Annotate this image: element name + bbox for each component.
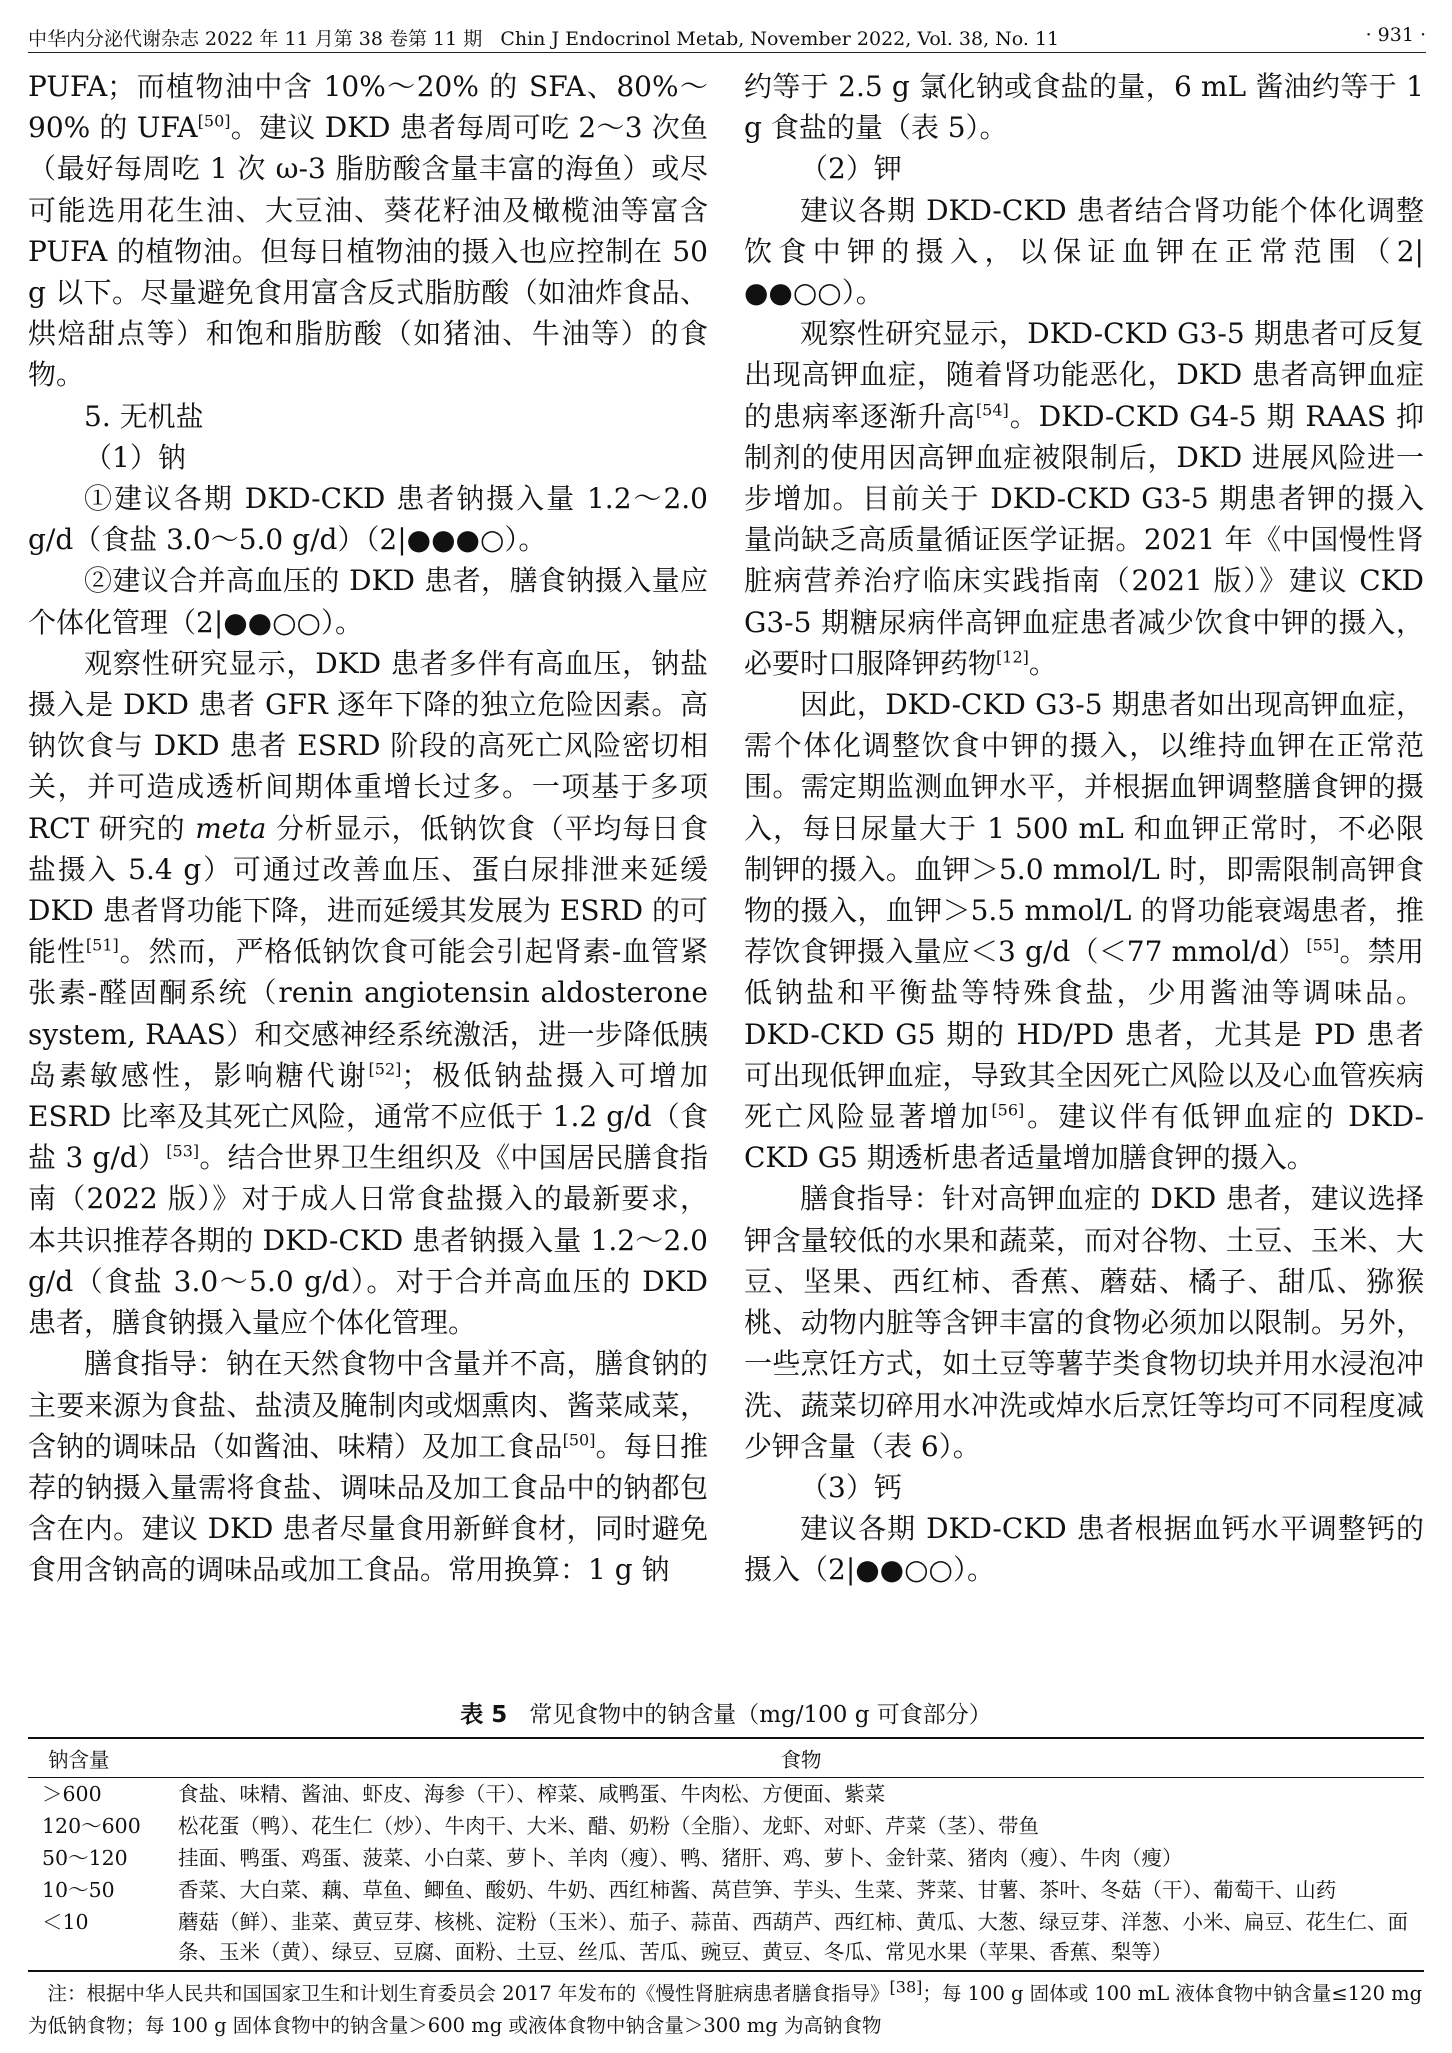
left-column	[28, 66, 708, 1591]
recommendation: ①建议各期 DKD-CKD 患者钠摄入量 1.2～2.0 g/d（食盐 3.0～5.0 g/d）（2|●●●○）。	[28, 482, 708, 557]
body-columns	[28, 66, 1424, 1686]
column-header-foods: 食物	[178, 1738, 1424, 1778]
sodium-level: 120～600	[42, 1814, 141, 1838]
right-column	[744, 66, 1424, 1591]
citation: [50]	[197, 111, 231, 131]
heading-potassium: （2）钾	[800, 152, 902, 186]
table-caption	[28, 1696, 1424, 1729]
journal-name-en: Chin J Endocrinol Metab, November 2022, Vol. 38, No. 11	[500, 28, 1060, 50]
heading-inorganic-salt: 5. 无机盐	[84, 399, 204, 433]
paragraph: 因此，DKD-CKD G3-5 期患者如出现高钾血症，需个体化调整饮食中钾的摄入，以维持血钾在正常范围。需定期监测血钾水平，并根据血钾调整膳食钾的摄入，每日尿量大于 1 500 mL 和血钾正常时，不必限制钾的摄入。血钾＞5.0 mmol/L 时，即需限制高钾食物的摄入，血钾＞5.5 mmol/L 的肾功能衰竭患者，推荐饮食钾摄入量应＜3 g/d（＜77 mmol/d）[55]。禁用低钠盐和平衡盐等特殊食盐，少用酱油等调味品。DKD-CKD G5 期的 HD/PD 患者，尤其是 PD 患者可出现低钾血症，导致其全因死亡风险以及心血管疾病死亡风险显著增加[56]。建议伴有低钾血症的 DKD-CKD G5 期透析患者适量增加膳食钾的摄入。	[744, 688, 1424, 1175]
table-title: 常见食物中的钠含量（mg/100 g 可食部分）	[529, 1702, 992, 1728]
sodium-table	[28, 1696, 1424, 2042]
citation: [56]	[991, 1100, 1025, 1120]
sodium-level: 10～50	[42, 1878, 115, 1902]
heading-calcium: （3）钙	[800, 1470, 902, 1504]
recommendation: 建议各期 DKD-CKD 患者根据血钙水平调整钙的摄入（2|●●○○）。	[744, 1512, 1424, 1587]
food-list: 食盐、味精、酱油、虾皮、海参（干）、榨菜、咸鸭蛋、牛肉松、方便面、紫菜	[178, 1782, 886, 1806]
paragraph: PUFA；而植物油中含 10%～20% 的 SFA、80%～90% 的 UFA[50]。建议 DKD 患者每周可吃 2～3 次鱼（最好每周吃 1 次 ω-3 脂肪酸含量丰富的海鱼）或尽可能选用花生油、大豆油、葵花籽油及橄榄油等富含 PUFA 的植物油。但每日植物油的摄入也应控制在 50 g 以下。尽量避免食用富含反式脂肪酸（如油炸食品、烘焙甜点等）和饱和脂肪酸（如猪油、牛油等）的食物。	[28, 70, 708, 392]
heading-sodium: （1）钠	[84, 440, 186, 474]
table-header-row	[28, 1738, 1424, 1778]
running-header	[28, 18, 1426, 53]
citation: [51]	[85, 935, 119, 955]
paragraph: 膳食指导：钠在天然食物中含量并不高，膳食钠的主要来源为食盐、盐渍及腌制肉或烟熏肉、酱菜咸菜，含钠的调味品（如酱油、味精）及加工食品[50]。每日推荐的钠摄入量需将食盐、调味品及加工食品中的钠都包含在内。建议 DKD 患者尽量食用新鲜食材，同时避免食用含钠高的调味品或加工食品。常用换算：1 g 钠	[28, 1347, 708, 1587]
page-number: · 931 ·	[1365, 24, 1426, 46]
citation: [12]	[996, 647, 1029, 667]
table-row	[28, 1842, 1424, 1874]
food-list: 挂面、鸭蛋、鸡蛋、菠菜、小白菜、萝卜、羊肉（瘦）、鸭、猪肝、鸡、萝卜、金针菜、猪肉（瘦）、牛肉（瘦）	[178, 1846, 1183, 1870]
sodium-level: 50～120	[42, 1846, 128, 1870]
citation: [38]	[889, 1977, 923, 1997]
citation: [55]	[1306, 935, 1340, 955]
food-list: 松花蛋（鸭）、花生仁（炒）、牛肉干、大米、醋、奶粉（全脂）、龙虾、对虾、芹菜（茎）、带鱼	[178, 1814, 1039, 1838]
table-row	[28, 1874, 1424, 1906]
table-label: 表 5	[460, 1702, 508, 1728]
recommendation: 建议各期 DKD-CKD 患者结合肾功能个体化调整饮食中钾的摄入，以保证血钾在正常范围（2|●●○○）。	[744, 193, 1424, 310]
recommendation: ②建议合并高血压的 DKD 患者，膳食钠摄入量应个体化管理（2|●●○○）。	[28, 564, 708, 639]
food-list: 蘑菇（鲜）、韭菜、黄豆芽、核桃、淀粉（玉米）、茄子、蒜苗、西葫芦、西红柿、黄瓜、大葱、绿豆芽、洋葱、小米、扁豆、花生仁、面条、玉米（黄）、绿豆、豆腐、面粉、土豆、丝瓜、苦瓜、豌豆、黄豆、冬瓜、常见水果（苹果、香蕉、梨等）	[178, 1906, 1424, 1971]
citation: [54]	[975, 400, 1009, 420]
food-list: 香菜、大白菜、藕、草鱼、鲫鱼、酸奶、牛奶、西红柿酱、莴苣笋、芋头、生菜、荠菜、甘薯、茶叶、冬菇（干）、葡萄干、山药	[178, 1878, 1337, 1902]
paragraph: 约等于 2.5 g 氯化钠或食盐的量，6 mL 酱油约等于 1 g 食盐的量（表 5）。	[744, 70, 1424, 145]
citation: [52]	[368, 1059, 402, 1079]
citation: [50]	[562, 1430, 596, 1450]
journal-citation	[28, 24, 1059, 51]
sodium-level: ＞600	[42, 1782, 102, 1806]
paragraph: 膳食指导：针对高钾血症的 DKD 患者，建议选择钾含量较低的水果和蔬菜，而对谷物、土豆、玉米、大豆、坚果、西红柿、香蕉、蘑菇、橘子、甜瓜、猕猴桃、动物内脏等含钾丰富的食物必须加以限制。另外，一些烹饪方式，如土豆等薯芋类食物切块并用水浸泡冲洗、蔬菜切碎用水冲洗或焯水后烹饪等均可不同程度减少钾含量（表 6）。	[744, 1182, 1424, 1463]
citation: [53]	[166, 1141, 200, 1161]
table-row	[28, 1810, 1424, 1842]
paragraph: 观察性研究显示，DKD-CKD G3-5 期患者可反复出现高钾血症，随着肾功能恶化，DKD 患者高钾血症的患病率逐渐升高[54]。DKD-CKD G4-5 期 RAAS 抑制剂的使用因高钾血症被限制后，DKD 进展风险进一步增加。目前关于 DKD-CKD G3-5 期患者钾的摄入量尚缺乏高质量循证医学证据。2021 年《中国慢性肾脏病营养治疗临床实践指南（2021 版）》建议 CKD G3-5 期糖尿病伴高钾血症患者减少饮食中钾的摄入，必要时口服降钾药物[12]。	[744, 317, 1424, 680]
sodium-level: ＜10	[28, 1906, 178, 1971]
table-row	[28, 1906, 1424, 1971]
paragraph: 观察性研究显示，DKD 患者多伴有高血压，钠盐摄入是 DKD 患者 GFR 逐年下降的独立危险因素。高钠饮食与 DKD 患者 ESRD 阶段的高死亡风险密切相关，并可造成透析间期体重增长过多。一项基于多项 RCT 研究的 meta 分析显示，低钠饮食（平均每日食盐摄入 5.4 g）可通过改善血压、蛋白尿排泄来延缓 DKD 患者肾功能下降，进而延缓其发展为 ESRD 的可能性[51]。然而，严格低钠饮食可能会引起肾素-血管紧张素-醛固酮系统（renin angiotensin aldosterone system, RAAS）和交感神经系统激活，进一步降低胰岛素敏感性，影响糖代谢[52]；极低钠盐摄入可增加 ESRD 比率及其死亡风险，通常不应低于 1.2 g/d（食盐 3 g/d）[53]。结合世界卫生组织及《中国居民膳食指南（2022 版）》对于成人日常食盐摄入的最新要求，本共识推荐各期的 DKD-CKD 患者钠摄入量 1.2～2.0 g/d（食盐 3.0～5.0 g/d）。对于合并高血压的 DKD 患者，膳食钠摄入量应个体化管理。	[28, 646, 709, 1340]
journal-name-cn: 中华内分泌代谢杂志 2022 年 11 月第 38 卷第 11 期	[28, 28, 483, 50]
table-row	[28, 1778, 1424, 1811]
column-header-sodium: 钠含量	[28, 1738, 178, 1778]
table-note: 注：根据中华人民共和国国家卫生和计划生育委员会 2017 年发布的《慢性肾脏病患者膳食指导》[38]；每 100 g 固体或 100 mL 液体食物中钠含量≤120 mg 为低钠食物；每 100 g 固体食物中的钠含量＞600 mg 或液体食物中钠含量＞300 mg 为高钠食物	[28, 1977, 1423, 2037]
table	[28, 1737, 1424, 1972]
